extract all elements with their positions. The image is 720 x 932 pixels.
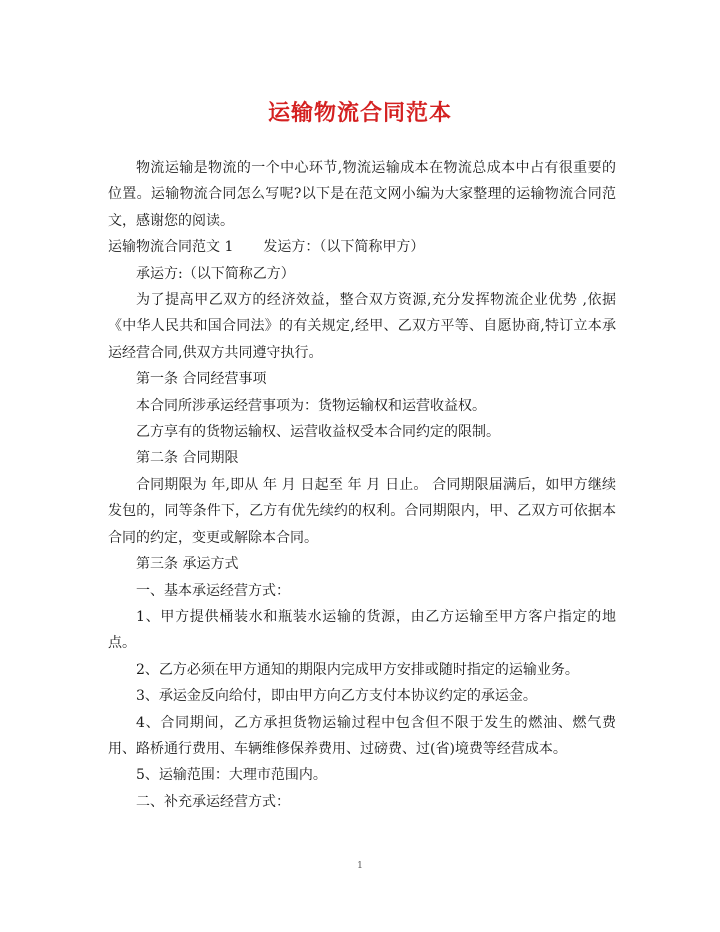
article-3-heading: 第三条 承运方式 (136, 556, 239, 573)
document-title: 运输物流合同范本 (267, 101, 452, 126)
article-1-paragraph-2: 乙方享有的货物运输权、运营收益权受本合同约定的限制。 (136, 424, 500, 441)
clause-item-5: 5、运输范围：大理市范围内。 (136, 767, 327, 784)
clause-item-3: 3、承运金反向给付，即由甲方向乙方支付本协议约定的承运金。 (136, 688, 537, 705)
basic-mode-heading: 一、基本承运经营方式： (136, 582, 290, 599)
party-a-line: 发运方：（以下简称甲方） (263, 239, 425, 256)
clause-item-2: 2、乙方必须在甲方通知的期限内完成甲方安排或随时指定的运输业务。 (136, 661, 579, 678)
page-number: 1 (357, 861, 363, 871)
sample-label: 运输物流合同范文 1 (108, 239, 234, 256)
document-body (108, 155, 616, 815)
article-1-heading: 第一条 合同经营事项 (136, 371, 267, 388)
party-b-line: 承运方:（以下简称乙方） (136, 265, 295, 282)
article-2-paragraph: 合同期限为 年,即从 年 月 日起至 年 月 日止。 合同期限届满后，如甲方继续发包的，同等条件下，乙方有优先续约的权利。合同期限内，甲、乙双方可依据本合同的约定，变更或解除本合同。 (108, 476, 616, 546)
clause-item-4: 4、合同期间，乙方承担货物运输过程中包含但不限于发生的燃油、燃气费用、路桥通行费用、车辆维修保养费用、过磅费、过(省)境费等经营成本。 (108, 714, 616, 757)
article-1-paragraph-1: 本合同所涉承运经营事项为：货物运输权和运营收益权。 (136, 397, 486, 414)
clause-item-1: 1、甲方提供桶装水和瓶装水运输的货源，由乙方运输至甲方客户指定的地点。 (108, 608, 616, 652)
preamble-paragraph: 为了提高甲乙双方的经济效益，整合双方资源,充分发挥物流企业优势 ,依据《中华人民共和国合同法》的有关规定,经甲、乙双方平等、自愿协商,特订立本承运经营合同,供双方共同遵守执行。 (108, 292, 616, 361)
sample-line (108, 234, 616, 260)
supplement-mode-heading: 二、补充承运经营方式： (136, 793, 290, 810)
article-2-heading: 第二条 合同期限 (136, 450, 239, 467)
intro-paragraph: 物流运输是物流的一个中心环节,物流运输成本在物流总成本中占有很重要的位置。运输物流合同怎么写呢?以下是在范文网小编为大家整理的运输物流合同范文，感谢您的阅读。 (108, 160, 616, 229)
